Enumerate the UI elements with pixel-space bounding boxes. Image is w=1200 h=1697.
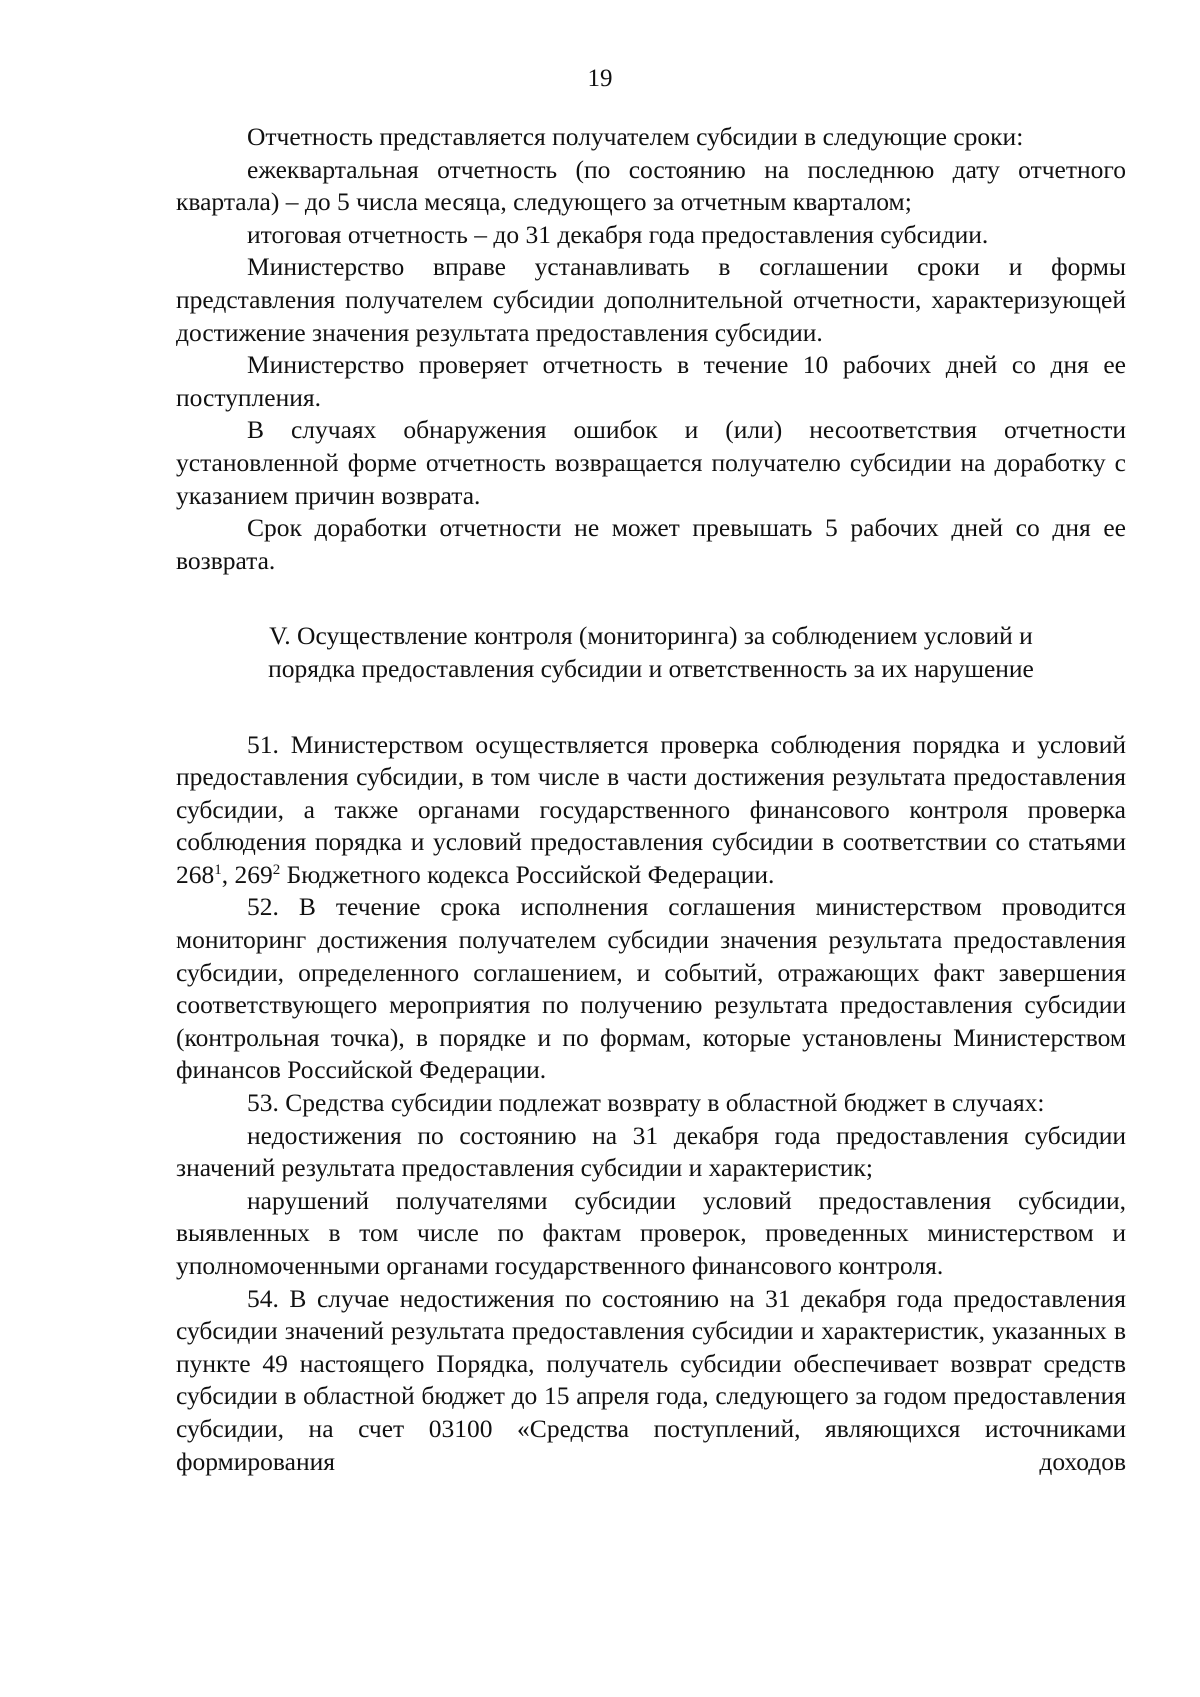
paragraph-51 [176,729,1126,892]
paragraph-report-verification: Министерство проверяет отчетность в течение 10 рабочих дней со дня ее поступления. [176,350,1126,412]
page-number: 19 [587,65,613,92]
document-body [176,121,1126,1478]
paragraph-54: 54. В случае недостижения по состоянию на 31 декабря года предоставления субсидии значений результата предоставления субсидии и характеристик, указанных в пункте 49 настоящего Порядка, получатель субсидии обеспечивает возврат средств субсидии в областной бюджет до 15 апреля года, следующего за годом предоставления субсидии, на счет 03100 «Средства поступлений, являющихся источниками формирования доходов [176,1283,1126,1476]
paragraph-51-text-c: Бюджетного кодекса Российской Федерации. [280,859,775,889]
paragraph-additional-reporting: Министерство вправе устанавливать в соглашении сроки и формы представления получателем субсидии дополнительной отчетности, характеризующей достижение значения результата предоставления субсидии. [176,252,1126,347]
paragraph-53-case-1: недостижения по состоянию на 31 декабря года предоставления субсидии значений результата предоставления субсидии и характеристик; [176,1120,1126,1183]
section-heading-line-2: порядка предоставления субсидии и ответственность за их нарушение [268,653,1034,683]
paragraph-final-reporting: итоговая отчетность – до 31 декабря года предоставления субсидии. [247,219,989,249]
section-heading-line-1: V. Осуществление контроля (мониторинга) за соблюдением условий и [269,621,1033,651]
paragraph-reporting-deadlines: Отчетность представляется получателем субсидии в следующие сроки: [247,122,1024,151]
paragraph-51-text-b: , 269 [221,859,273,889]
superscript-2: 2 [272,861,281,878]
paragraph-report-errors: В случаях обнаружения ошибок и (или) несоответствия отчетности установленной форме отчетность возвращается получателю субсидии на доработку с указанием причин возврата. [176,415,1126,510]
paragraph-quarterly-reporting: ежеквартальная отчетность (по состоянию на последнюю дату отчетного квартала) – до 5 числа месяца, следующего за отчетным кварталом; [176,154,1126,217]
section-heading [176,620,1126,685]
paragraph-51-text-a: 51. Министерством осуществляется проверка соблюдения порядка и условий предоставления субсидии, в том числе в части достижения результата предоставления субсидии, а также органами государственного финансового контроля проверка соблюдения порядка и условий предоставления субсидии в соответствии со статьями 268 [176,729,1126,889]
paragraph-53-case-2: нарушений получателями субсидии условий предоставления субсидии, выявленных в том числе по фактам проверок, проведенных министерством и уполномоченными органами государственного финансового контроля. [176,1185,1126,1280]
paragraph-52: 52. В течение срока исполнения соглашения министерством проводится мониторинг достижения получателем субсидии значения результата предоставления субсидии, определенного соглашением, и событий, отражающих факт завершения соответствующего мероприятия по получению результата предоставления субсидии (контрольная точка), в порядке и по формам, которые установлены Министерством финансов Российской Федерации. [176,892,1126,1085]
superscript-1: 1 [214,861,222,878]
paragraph-revision-term: Срок доработки отчетности не может превышать 5 рабочих дней со дня ее возврата. [176,513,1126,575]
paragraph-53: 53. Средства субсидии подлежат возврату в областной бюджет в случаях: [247,1088,1045,1118]
